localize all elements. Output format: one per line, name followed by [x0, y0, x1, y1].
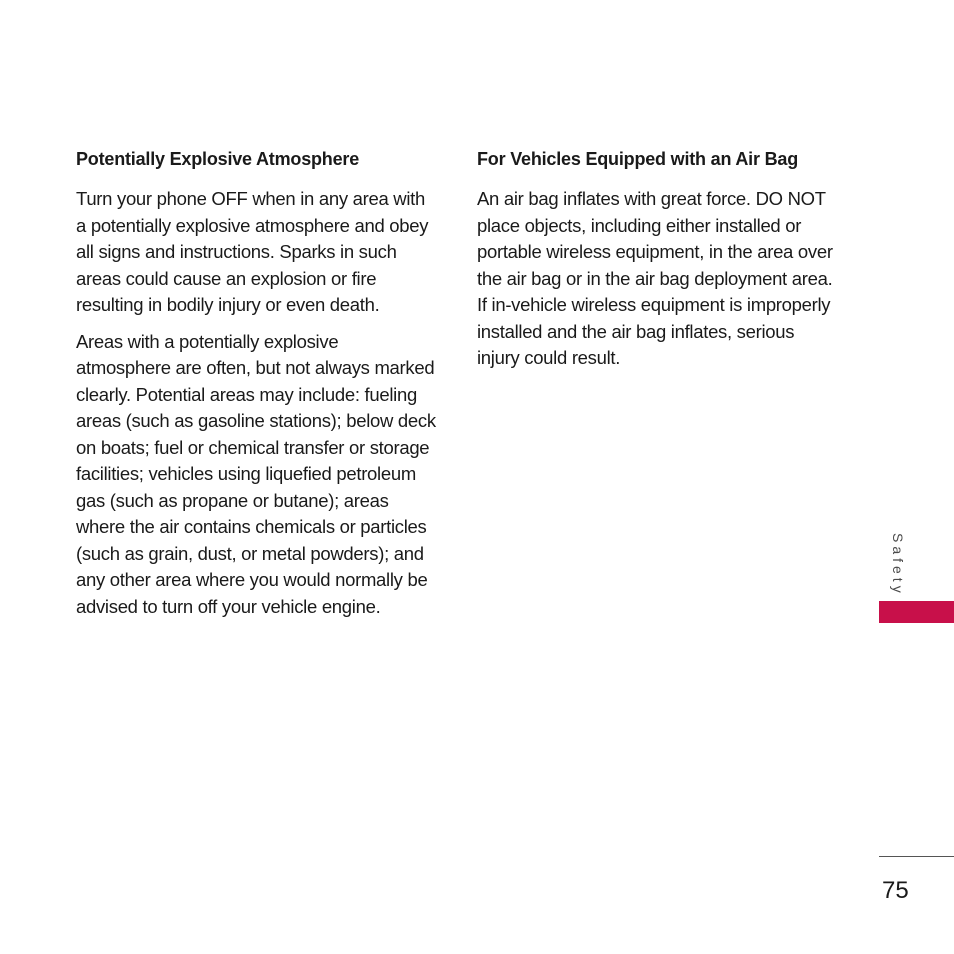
section-heading-air-bag: For Vehicles Equipped with an Air Bag: [477, 149, 798, 169]
section-tab-label: Safety: [890, 533, 906, 597]
section-heading-explosive-atmosphere: Potentially Explosive Atmosphere: [76, 149, 360, 169]
body-paragraph: An air bag inflates with great force. DO NOT place objects, including either installed or portable wireless equipment, in the area over the air bag or in the air bag deployment area. If in-vehicle wireless equipment is improperly installed and the air bag inflates, serious injury could result.: [477, 188, 833, 368]
footer-divider: [879, 856, 954, 857]
left-column: [76, 146, 436, 630]
section-tab-marker: [879, 601, 954, 623]
page-number: 75: [882, 877, 909, 904]
body-paragraph: Areas with a potentially explosive atmosphere are often, but not always marked clearly. Potential areas may include: fueling areas (such as gasoline stations); below deck on boats; fuel or chemical transfer or storage facilities; vehicles using liquefied petroleum gas (such as propane or butane); areas where the air contains chemicals or particles (such as grain, dust, or metal powders); and any other area where you would normally be advised to turn off your vehicle engine.: [76, 330, 436, 617]
body-paragraph: Turn your phone OFF when in any area with a potentially explosive atmosphere and obey all signs and instructions. Sparks in such areas could cause an explosion or fire resulting in bodily injury or even death.: [76, 188, 429, 315]
right-column: [477, 146, 837, 382]
